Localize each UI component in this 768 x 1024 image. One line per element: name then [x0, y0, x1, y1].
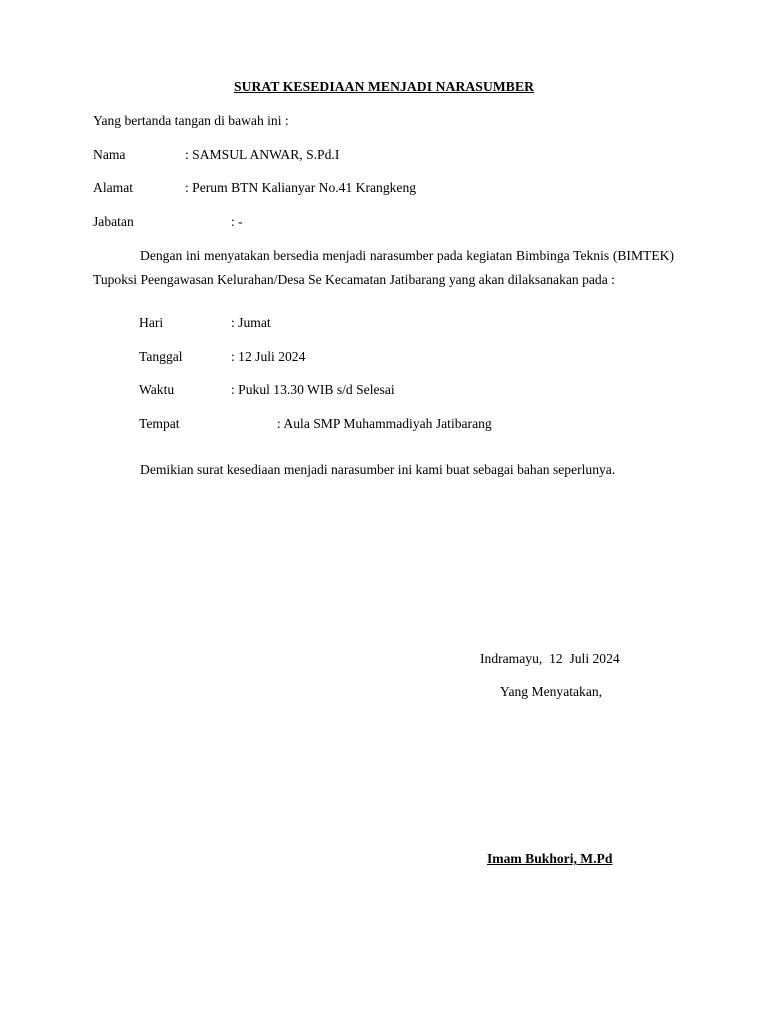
signature-role: Yang Menyatakan,	[500, 684, 603, 699]
waktu-label: Waktu	[139, 382, 175, 397]
hari-label: Hari	[139, 315, 164, 330]
jabatan-label: Jabatan	[93, 214, 134, 229]
signatory-name: Imam Bukhori, M.Pd	[487, 851, 613, 866]
nama-value: : SAMSUL ANWAR, S.Pd.I	[185, 147, 340, 162]
tempat-label: Tempat	[139, 416, 180, 431]
tanggal-label: Tanggal	[139, 349, 183, 364]
alamat-value: : Perum BTN Kalianyar No.41 Krangkeng	[185, 180, 417, 195]
statement-paragraph: Dengan ini menyatakan bersedia menjadi narasumber pada kegiatan Bimbinga Teknis (BIMTEK) Tupoksi Peengawasan Kelurahan/Desa Se Kecamatan Jatibarang yang akan dilaksanakan pada :	[93, 248, 674, 287]
tempat-value: : Aula SMP Muhammadiyah Jatibarang	[277, 416, 492, 431]
waktu-value: : Pukul 13.30 WIB s/d Selesai	[231, 382, 395, 397]
alamat-label: Alamat	[93, 180, 134, 195]
letter-title: SURAT KESEDIAAN MENJADI NARASUMBER	[233, 79, 535, 94]
hari-value: : Jumat	[231, 315, 271, 330]
nama-label: Nama	[93, 147, 126, 162]
closing-paragraph: Demikian surat kesediaan menjadi narasumber ini kami buat sebagai bahan seperlunya.	[140, 462, 616, 477]
intro-text: Yang bertanda tangan di bawah ini :	[93, 113, 289, 128]
signature-place-date: Indramayu, 12 Juli 2024	[480, 651, 620, 666]
jabatan-value: : -	[231, 214, 243, 229]
tanggal-value: : 12 Juli 2024	[231, 349, 306, 364]
